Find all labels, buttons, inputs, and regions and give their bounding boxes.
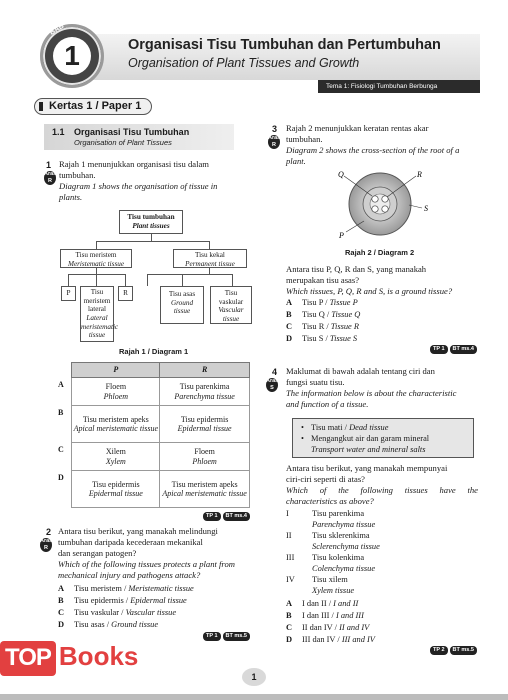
q3-options (286, 297, 360, 345)
q4-ask-en-1: Which of the following tissues have the (286, 485, 478, 495)
q2-stem-en-2: mechanical injury and pathogens attack? (58, 570, 201, 580)
tp-badge: TP 1 (203, 512, 221, 521)
node-plant-tissues: Tisu tumbuhan Plant tissues (119, 210, 183, 234)
q2-level-badge (203, 632, 250, 641)
answer-option[interactable]: B I dan III / I and III (286, 611, 364, 620)
option-label: C (58, 444, 64, 454)
statement-item-en: Colenchyma tissue (312, 564, 376, 573)
aras-level-icon: Aras S (266, 378, 279, 391)
q2-stem-ms-1: Antara tisu berikut, yang manakah melindungi (58, 526, 218, 536)
chapter-title-english: Organisation of Plant Tissues and Growth (128, 56, 360, 70)
table-cell: Tisu parenkima Parenchyma tissue (160, 378, 250, 406)
q3-number: 3 (272, 124, 278, 134)
q2-stem-en-1: Which of the following tissues protects a plant from (58, 559, 235, 569)
q2-stem-ms-2: tumbuhan daripada kecederaan mekanikal (58, 537, 203, 547)
option-label: D (58, 472, 64, 482)
q1-answer-table (56, 362, 250, 508)
q1-number: 1 (46, 160, 52, 170)
aras-level-icon: Aras R (44, 171, 57, 184)
label-s: S (424, 204, 428, 213)
aras-level-icon: Aras R (268, 135, 281, 148)
tp-badge: TP 1 (430, 345, 448, 354)
q1-level-badge (203, 512, 250, 521)
q3-level-badge (430, 345, 477, 354)
table-cell: Tisu meristem apeks Apical meristematic tissue (72, 406, 160, 443)
tp-badge: TP 1 (203, 632, 221, 641)
statement-item: III Tisu kolenkima (286, 553, 365, 562)
node-r: R (118, 286, 133, 301)
q3-stem-ms-2: tumbuhan. (286, 134, 323, 144)
q1-stem (59, 159, 255, 203)
node-permanent-tissue: Tisu kekal Permanent tissue (173, 249, 247, 268)
bt-badge: BT ms.4 (450, 345, 477, 354)
q3-ask-en: Which tissues, P, Q, R and S, is a ground tissue? (286, 286, 453, 296)
table-cell: Tisu epidermis Epidermal tissue (72, 471, 160, 508)
section-title-malay: Organisasi Tisu Tumbuhan (74, 127, 190, 137)
node-ground-tissue: Tisu asas Ground tissue (160, 286, 204, 324)
label-q: Q (338, 170, 344, 179)
aras-level-icon: Aras R (40, 538, 53, 551)
q3-stem-ms-1: Rajah 2 menunjukkan keratan rentas akar (286, 123, 429, 133)
table-cell: Tisu meristem apeks Apical meristematic tissue (160, 471, 250, 508)
theme-label: Tema 1: Fisiologi Tumbuhan Berbunga (326, 83, 438, 90)
tp-badge: TP 2 (430, 646, 448, 655)
q1-stem-en-2: plants. (59, 192, 83, 202)
q4-ask-en-2: characteristics as above? (286, 496, 374, 506)
root-cross-section-diagram (320, 168, 450, 244)
q1-stem-ms-2: tumbuhan. (59, 170, 96, 180)
statement-item: IV Tisu xilem (286, 575, 348, 584)
node-meristematic-tissue: Tisu meristem Meristematic tissue (60, 249, 132, 268)
node-p: P (61, 286, 76, 301)
label-p: P (339, 231, 344, 240)
q4-level-badge (430, 646, 477, 655)
q2-options (58, 583, 194, 631)
answer-option[interactable]: D Tisu S / Tissue S (286, 334, 358, 343)
table-cell: Xilem Xylem (72, 443, 160, 471)
topbooks-watermark-logo: TOP Books (0, 640, 138, 676)
q2-stem-ms-3: dan serangan patogen? (58, 548, 137, 558)
q4-stem-en-1: The information below is about the characteristic (286, 388, 457, 398)
q4-ask-ms-1: Antara tisu berikut, yang manakah mempunyai (286, 463, 448, 473)
answer-option[interactable]: B Tisu epidermis / Epidermal tissue (58, 596, 187, 605)
info-bullet: • Tisu mati / Dead tissue (301, 422, 467, 433)
q4-stem-en-2: and function of a tissue. (286, 399, 369, 409)
answer-option[interactable]: A Tisu P / Tissue P (286, 298, 358, 307)
q2-stem (58, 526, 254, 581)
statement-item: II Tisu sklerenkima (286, 531, 370, 540)
table-row (56, 406, 250, 443)
answer-option[interactable]: B Tisu Q / Tissue Q (286, 310, 361, 319)
q3-question (286, 264, 478, 297)
paper-label: Kertas 1 / Paper 1 (34, 98, 152, 115)
table-cell: Tisu epidermis Epidermal tissue (160, 406, 250, 443)
q1-stem-ms-1: Rajah 1 menunjukkan organisasi tisu dalam (59, 159, 209, 169)
section-number: 1.1 (52, 127, 65, 137)
bab-label: BAB (48, 22, 66, 37)
q4-stem-ms-2: fungsi suatu tisu. (286, 377, 345, 387)
bt-badge: BT ms.5 (223, 632, 250, 641)
bt-badge: BT ms.5 (450, 646, 477, 655)
theme-bar (318, 80, 480, 93)
section-title-english: Organisation of Plant Tissues (74, 138, 172, 147)
statement-item-en: Xylem tissue (312, 586, 355, 595)
q4-ask-ms-2: ciri-ciri seperti di atas? (286, 474, 365, 484)
chapter-title-malay: Organisasi Tisu Tumbuhan dan Pertumbuhan (128, 37, 441, 53)
table-row (56, 471, 250, 508)
statement-item-en: Parenchyma tissue (312, 520, 376, 529)
diagram-2-caption: Rajah 2 / Diagram 2 (345, 248, 415, 257)
q4-options (286, 598, 375, 646)
chapter-number: 1 (53, 37, 91, 75)
answer-option[interactable]: C II dan IV / II and IV (286, 623, 370, 632)
q3-stem-en-2: plant. (286, 156, 306, 166)
page-number: 1 (242, 668, 266, 686)
table-header-r: R (160, 363, 250, 378)
section-heading (44, 124, 234, 150)
info-bullet: • Mengangkut air dan garam mineral Transport water and mineral salts (301, 433, 467, 455)
answer-option[interactable]: A Tisu meristem / Meristematic tissue (58, 584, 194, 593)
q2-number: 2 (46, 527, 52, 537)
q1-stem-en-1: Diagram 1 shows the organisation of tissue in (59, 181, 218, 191)
table-cell: Floem Phloem (72, 378, 160, 406)
q3-stem-en-1: Diagram 2 shows the cross-section of the root of a (286, 145, 460, 155)
q4-statements (286, 508, 380, 596)
q3-ask-ms-2: merupakan tisu asas? (286, 275, 360, 285)
answer-option[interactable]: C Tisu vaskular / Vascular tissue (58, 608, 177, 617)
table-cell: Floem Phloem (160, 443, 250, 471)
statement-item: I Tisu parenkima (286, 509, 365, 518)
option-label: A (58, 379, 64, 389)
answer-option[interactable]: A I dan II / I and II (286, 599, 359, 608)
label-r: R (417, 170, 422, 179)
table-row (56, 378, 250, 406)
bt-badge: BT ms.4 (223, 512, 250, 521)
option-label: B (58, 407, 64, 417)
answer-option[interactable]: D Tisu asas / Ground tissue (58, 620, 159, 629)
answer-option[interactable]: D III dan IV / III and IV (286, 635, 375, 644)
q4-info-box (292, 418, 474, 458)
statement-item-en: Sclerenchyma tissue (312, 542, 380, 551)
node-vascular-tissue: Tisu vaskular Vascular tissue (210, 286, 252, 324)
q3-stem (286, 123, 478, 167)
q4-stem (286, 366, 478, 410)
diagram-1-caption: Rajah 1 / Diagram 1 (119, 347, 189, 356)
q4-stem-ms-1: Maklumat di bawah adalah tentang ciri dan (286, 366, 435, 376)
q4-number: 4 (272, 367, 278, 377)
answer-option[interactable]: C Tisu R / Tissue R (286, 322, 359, 331)
q3-ask-ms-1: Antara tisu P, Q, R dan S, yang manakah (286, 264, 427, 274)
node-lateral-meristem: Tisu meristem lateral Lateral meristematic tissue (80, 286, 114, 342)
table-header-p: P (72, 363, 160, 378)
table-row (56, 443, 250, 471)
q4-question (286, 463, 478, 507)
footer-bar (0, 694, 508, 700)
